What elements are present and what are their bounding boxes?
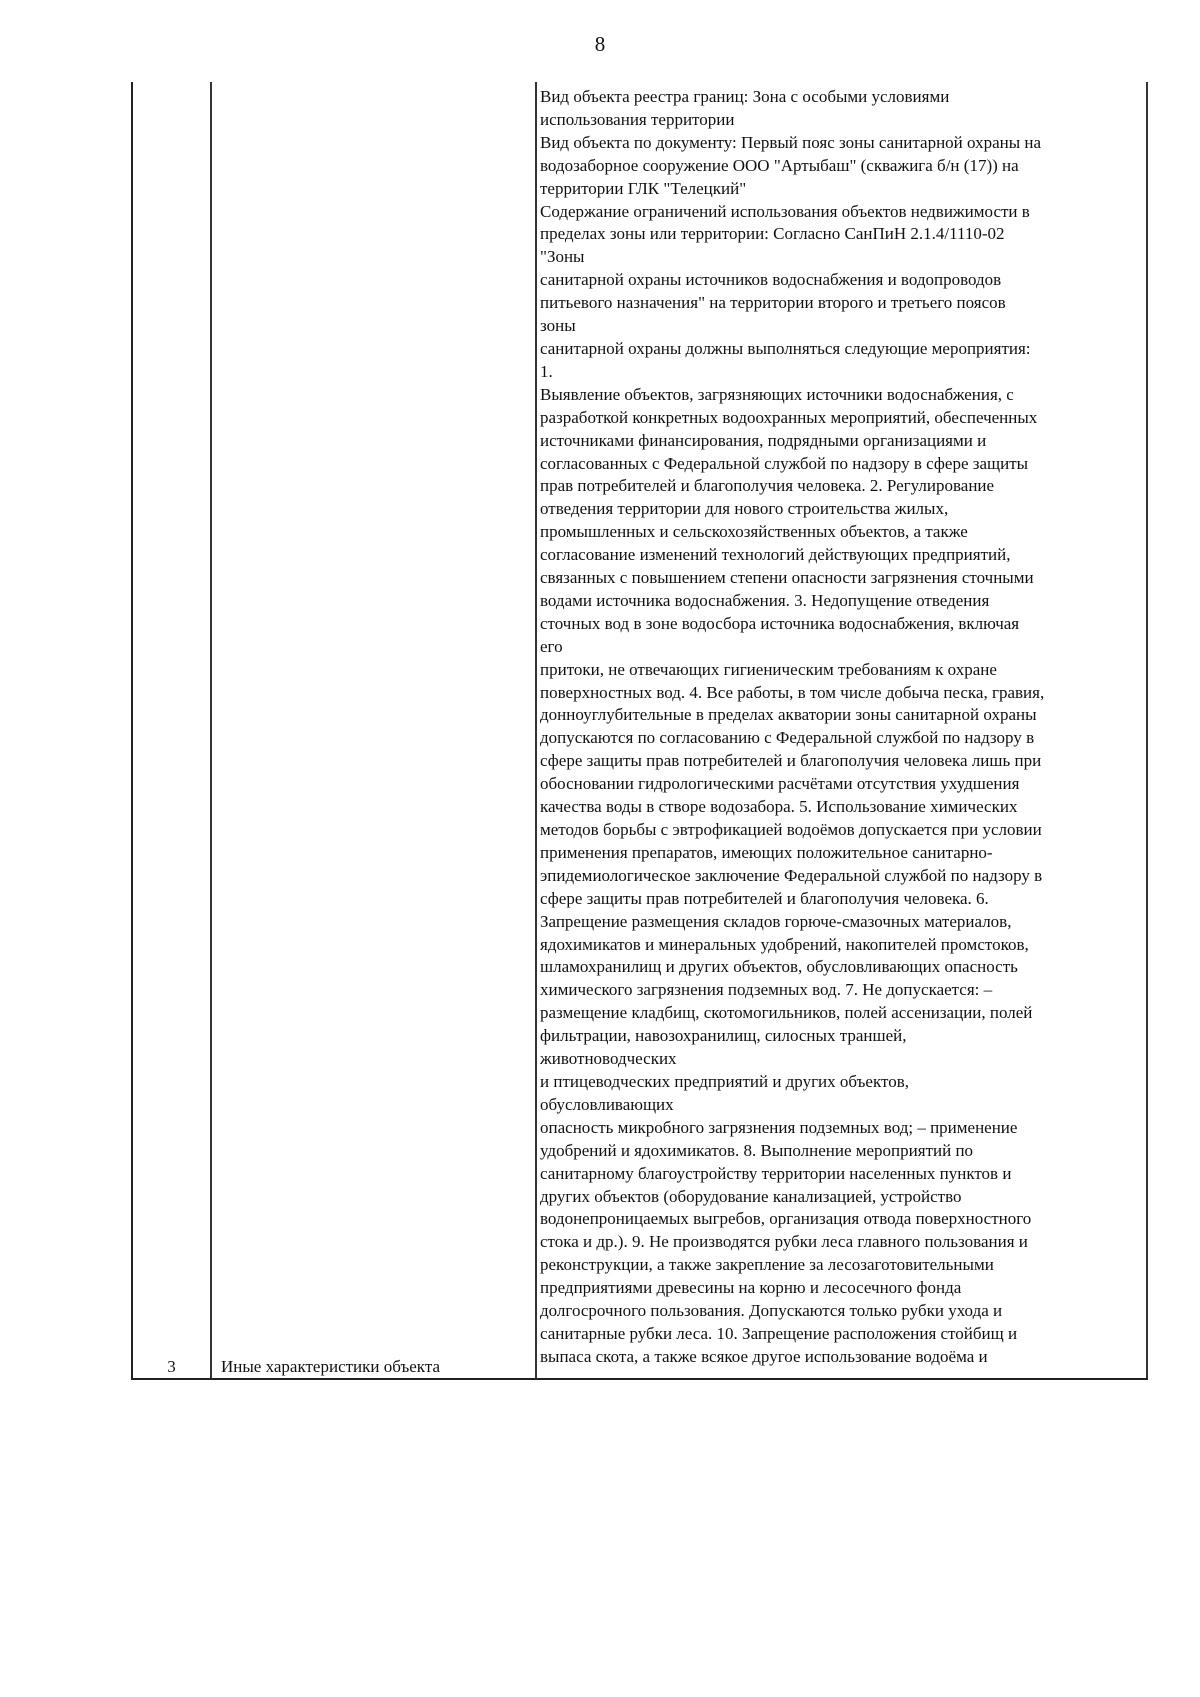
- text-line: использования территории: [540, 109, 735, 129]
- text-line: Запрещение размещения складов горюче-смазочных материалов,: [540, 911, 1012, 931]
- text-line: применения препаратов, имеющих положительное санитарно-: [540, 842, 993, 862]
- text-line: донноуглубительные в пределах акватории зоны санитарной охраны: [540, 705, 1037, 725]
- text-line: санитарной охраны должны выполняться следующие мероприятия:: [540, 338, 1031, 358]
- characteristics-table: [131, 82, 1148, 1380]
- text-line: Вид объекта по документу: Первый пояс зоны санитарной охраны на: [540, 132, 1042, 152]
- text-line: обосновании гидрологическими расчётами отсутствия ухудшения: [540, 774, 1020, 794]
- text-line: территории ГЛК "Телецкий": [540, 178, 747, 198]
- text-line: размещение кладбищ, скотомогильников, полей ассенизации, полей: [540, 1003, 1033, 1023]
- text-line: фильтрации, навозохранилищ, силосных траншей,: [540, 1026, 907, 1046]
- column-divider: [210, 82, 212, 1378]
- text-line: эпидемиологическое заключение Федеральной службой по надзору в: [540, 865, 1043, 885]
- text-line: поверхностных вод. 4. Все работы, в том числе добыча песка, гравия,: [540, 682, 1045, 702]
- text-line: Выявление объектов, загрязняющих источники водоснабжения, с: [540, 384, 1014, 404]
- text-line: ядохимикатов и минеральных удобрений, накопителей промстоков,: [540, 934, 1029, 954]
- text-line: согласованных с Федеральной службой по надзору в сфере защиты: [540, 453, 1029, 473]
- text-line: обусловливающих: [540, 1094, 674, 1114]
- text-line: притоки, не отвечающих гигиеническим требованиям к охране: [540, 659, 997, 679]
- text-line: качества воды в створе водозабора. 5. Использование химических: [540, 797, 1018, 817]
- text-line: 1.: [540, 361, 553, 381]
- text-line: и птицеводческих предприятий и других объектов,: [540, 1071, 909, 1091]
- text-line: шламохранилищ и других объектов, обусловливающих опасность: [540, 957, 1018, 977]
- text-line: "Зоны: [540, 247, 585, 267]
- row-value-text: [540, 86, 1148, 1369]
- text-line: реконструкции, а также закрепление за лесозаготовительными: [540, 1255, 994, 1275]
- page-number: 8: [594, 32, 606, 56]
- text-line: допускаются по согласованию с Федеральной службой по надзору в: [540, 728, 1035, 748]
- text-line: пределах зоны или территории: Согласно СанПиН 2.1.4/1110-02: [540, 224, 1005, 244]
- text-line: его: [540, 636, 563, 656]
- text-line: долгосрочного пользования. Допускаются только рубки ухода и: [540, 1301, 1003, 1321]
- text-line: химического загрязнения подземных вод. 7. Не допускается: –: [540, 980, 993, 1000]
- text-line: сфере защиты прав потребителей и благополучия человека. 6.: [540, 888, 989, 908]
- text-line: согласование изменений технологий действующих предприятий,: [540, 545, 1011, 565]
- text-line: удобрений и ядохимикатов. 8. Выполнение мероприятий по: [540, 1140, 974, 1160]
- row-number: 3: [167, 1357, 176, 1376]
- text-line: других объектов (оборудование канализацией, устройство: [540, 1186, 962, 1206]
- text-line: питьевого назначения" на территории второго и третьего поясов: [540, 293, 1006, 313]
- text-line: разработкой конкретных водоохранных мероприятий, обеспеченных: [540, 407, 1038, 427]
- text-line: прав потребителей и благополучия человека. 2. Регулирование: [540, 476, 995, 496]
- text-line: зоны: [540, 316, 576, 336]
- text-line: водозаборное сооружение ООО "Артыбаш" (скважига б/н (17)) на: [540, 155, 1019, 175]
- text-line: связанных с повышением степени опасности загрязнения сточными: [540, 568, 1034, 588]
- text-line: отведения территории для нового строительства жилых,: [540, 499, 949, 519]
- text-line: санитарные рубки леса. 10. Запрещение расположения стойбищ и: [540, 1323, 1018, 1343]
- text-line: выпаса скота, а также всякое другое использование водоёма и: [540, 1346, 988, 1366]
- text-line: Вид объекта реестра границ: Зона с особыми условиями: [540, 87, 950, 106]
- text-line: опасность микробного загрязнения подземных вод; – применение: [540, 1117, 1018, 1137]
- text-line: сфере защиты прав потребителей и благополучия человека лишь при: [540, 751, 1042, 771]
- text-line: санитарному благоустройству территории населенных пунктов и: [540, 1163, 1012, 1183]
- text-line: источниками финансирования, подрядными организациями и: [540, 430, 987, 450]
- text-line: сточных вод в зоне водосбора источника водоснабжения, включая: [540, 613, 1020, 633]
- text-line: Содержание ограничений использования объектов недвижимости в: [540, 201, 1030, 221]
- text-line: животноводческих: [540, 1049, 677, 1069]
- text-line: промышленных и сельскохозяйственных объектов, а также: [540, 522, 968, 542]
- column-divider: [535, 82, 537, 1378]
- text-line: методов борьбы с эвтрофикацией водоёмов допускается при условии: [540, 820, 1042, 839]
- text-line: стока и др.). 9. Не производятся рубки леса главного пользования и: [540, 1232, 1028, 1252]
- text-line: санитарной охраны источников водоснабжения и водопроводов: [540, 270, 1002, 290]
- text-line: предприятиями древесины на корню и лесосечного фонда: [540, 1278, 962, 1298]
- row-label: Иные характеристики объекта: [221, 1357, 441, 1376]
- text-line: водами источника водоснабжения. 3. Недопущение отведения: [540, 590, 990, 610]
- text-line: водонепроницаемых выгребов, организация отвода поверхностного: [540, 1209, 1032, 1229]
